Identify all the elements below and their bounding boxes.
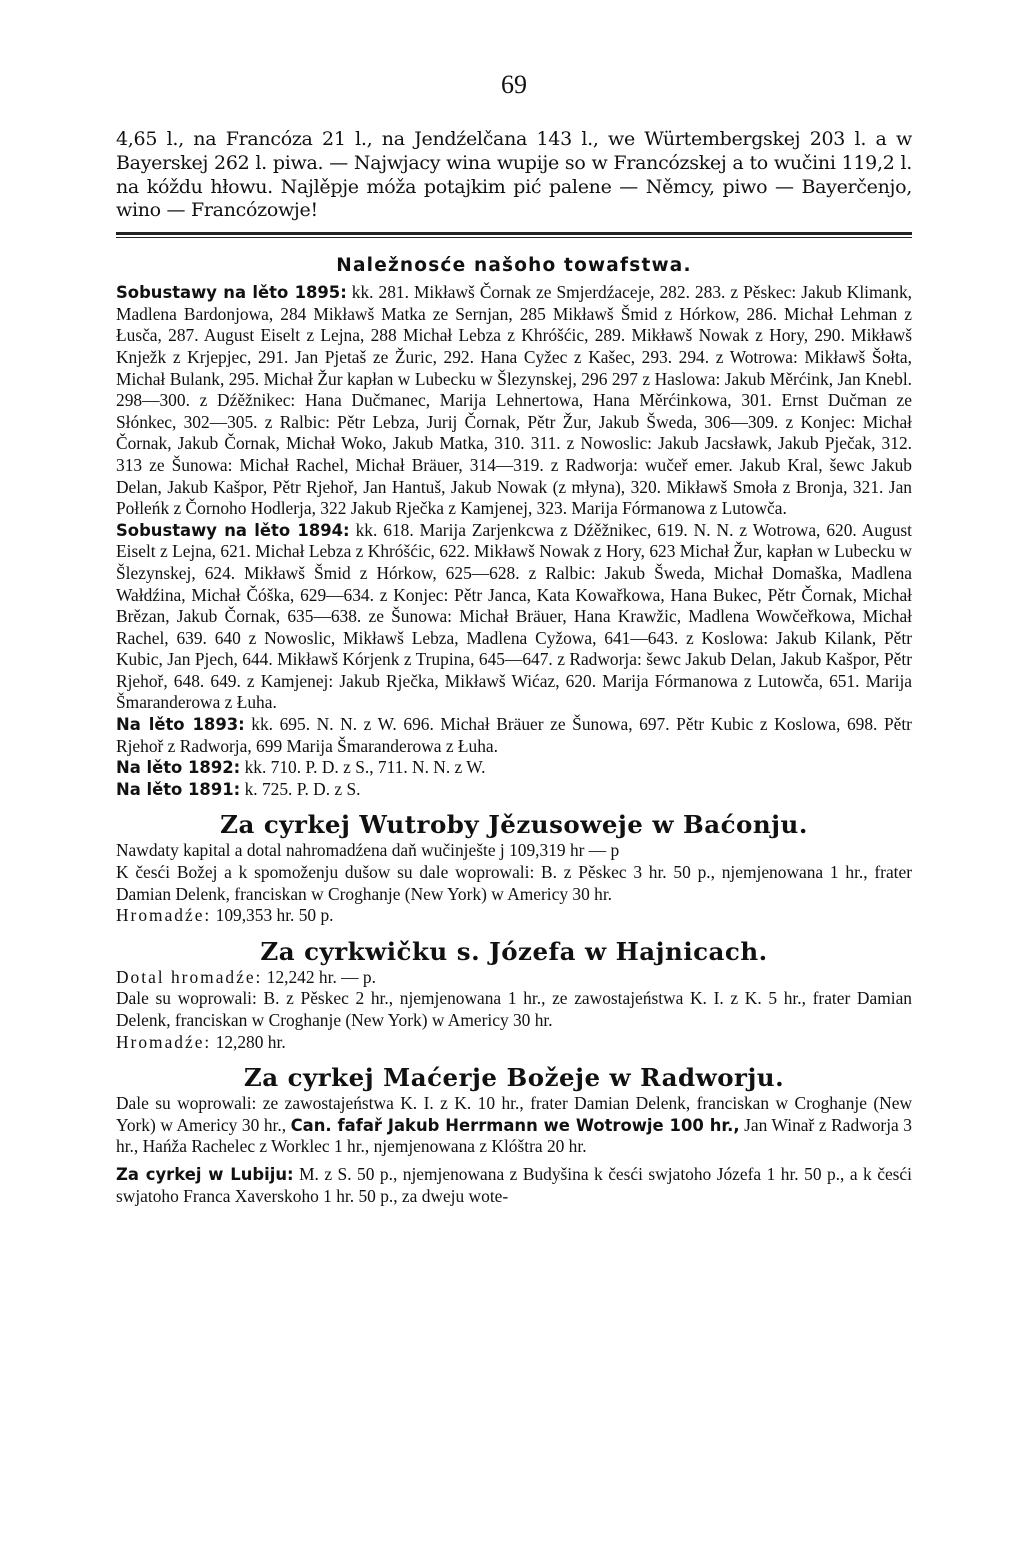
section-title-society: Naležnosće našoho towafstwa. bbox=[336, 255, 692, 277]
section-title-joseph-church: Za cyrkwičku s. Józefa w Hajnicach. bbox=[260, 936, 768, 966]
mother-church-paragraph bbox=[116, 1093, 912, 1158]
members-1894-label: Sobustawy na lěto 1894: bbox=[116, 520, 350, 540]
members-1894-paragraph bbox=[116, 520, 912, 714]
intro-paragraph: 4,65 l., na Francóza 21 l., na Jendźelčana 143 l., we Würtembergskej 203 l. a w Bayerskej 262 l. piwa. — Najwjacy wina wupije so w Francózskej a to wučini 119,2 l. na kóždu hłowu. Najlěpje móža potajkim pić palene — Němcy, piwo — Bayerčenjo, wino — Francózowje! bbox=[116, 128, 912, 222]
lubij-church-label: Za cyrkej w Lubiju: bbox=[116, 1164, 294, 1184]
lubij-church-paragraph bbox=[116, 1164, 912, 1207]
mother-church-bold: Can. fafař Jakub Herrmann we Wotrowje 100 hr., bbox=[290, 1115, 740, 1135]
lubij-church-text: M. z S. 50 p., njemjenowana z Budyšina k česći swjatoho Józefa 1 hr. 50 p., a k česći swjatoho Franca Xaverskoho 1 hr. 50 p., za dweju wote- bbox=[116, 1163, 912, 1206]
members-1892-paragraph bbox=[116, 757, 912, 779]
members-1892-label: Na lěto 1892: bbox=[116, 758, 241, 778]
members-1893-paragraph bbox=[116, 714, 912, 757]
joseph-church-total-value: 12,280 hr. bbox=[215, 1031, 286, 1052]
members-1891-label: Na lěto 1891: bbox=[116, 779, 241, 799]
heart-church-total bbox=[116, 905, 912, 927]
joseph-church-line-2: Dale su woprowali: B. z Pěskec 2 hr., njemjenowana 1 hr., ze zawostajeństwa K. I. z K. 5 hr., frater Damian Delenk, franciskan w Croghanje (New York) w Americy 30 hr. bbox=[116, 988, 912, 1030]
members-1893-text: kk. 695. N. N. z W. 696. Michał Bräuer ze Šunowa, 697. Pětr Kubic z Koslowa, 698. Pětr Rjehoř z Radworja, 699 Marija Šmaranderowa z Łuha. bbox=[116, 714, 912, 756]
section-divider bbox=[116, 232, 912, 238]
section-title-mother-church: Za cyrkej Maćerje Božeje w Radworju. bbox=[243, 1063, 785, 1093]
joseph-church-dotal-label: Dotal hromadźe: bbox=[116, 966, 263, 987]
joseph-church-total-label: Hromadźe: bbox=[116, 1031, 212, 1052]
members-1893-label: Na lěto 1893: bbox=[116, 715, 245, 735]
heart-church-line-1: Nawdaty kapital a dotal nahromadźena daň wučinješte j 109,319 hr — p bbox=[116, 840, 620, 861]
joseph-church-total bbox=[116, 1032, 912, 1054]
heart-church-total-value: 109,353 hr. 50 p. bbox=[215, 905, 334, 926]
members-1895-label: Sobustawy na lěto 1895: bbox=[116, 283, 347, 303]
members-1895-text: kk. 281. Mikławš Čornak ze Smjerdźaceje, 282. 283. z Pěskec: Jakub Klimank, Madlena Bardonjowa, 284 Mikławš Matka ze Sernjan, 285 Mikławš Šmid z Hórkow, 286. Michał Lehman z Łusča, 287. August Eiselt z Lejna, 288 Michał Lebza z Khróšćic, 289. Mikławš Nowak z Hory, 290. Mikławš Knježk z Krjepjec, 291. Jan Pjetaš ze Žuric, 292. Hana Cyžec z Kašec, 293. 294. z Wotrowa: Mikławš Šołta, Michał Bulank, 295. Michał Žur kapłan w Lubecku w Šlezynskej, 296 297 z Haslowa: Jakub Měrćink, Jan Knebl. 298—300. z Dźěžnikec: Hana Dučmanec, Marija Lehnertowa, Hana Měrćinkowa, 301. Ernst Dučman ze Słónkec, 302—305. z Ralbic: Pětr Lebza, Jurij Čornak, Pětr Žur, Jakub Šweda, 306—309. z Konjec: Michał Čornak, Jakub Čornak, Michał Woko, Jakub Matka, 310. 311. z Nowoslic: Jakub Jacsławk, Jakub Pječak, 312. 313 ze Šunowa: Michał Rachel, Michał Bräuer, 314—319. z Radworja: wučeř emer. Jakub Kral, šewc Jakub Delan, Jakub Kašpor, Pětr Rjehoř, Jan Hantuš, Jakub Nowak (z młyna), 320. Mikławš Smoła z Bronja, 321. Jan Połleńk z Čornoho Hodlerja, 322 Jakub Rječka z Kamjenej, 323. Marija Fórmanowa z Lutowča. bbox=[116, 282, 912, 519]
joseph-church-dotal bbox=[116, 967, 912, 989]
page-number: 69 bbox=[501, 70, 527, 99]
members-1895-paragraph bbox=[116, 282, 912, 520]
joseph-church-dotal-value: 12,242 hr. — p. bbox=[266, 966, 376, 987]
members-1892-text: kk. 710. P. D. z S., 711. N. N. z W. bbox=[244, 757, 486, 778]
mother-church-text-a: Dale su woprowali: ze zawostajeństwa K. I. z K. 10 hr., frater Damian Delenk, franciskan w Croghanje (New York) w Americy 30 hr., bbox=[116, 1093, 912, 1135]
members-1894-text: kk. 618. Marija Zarjenkcwa z Dźěžnikec, 619. N. N. z Wotrowa, 620. August Eiselt z Lejna, 621. Michał Lebza z Khróšćic, 622. Mikławš Nowak z Hory, 623 Michał Žur, kapłan w Lubecku w Šlezynskej, 624. Mikławš Šmid z Hórkow, 625—628. z Ralbic: Jakub Šweda, Michał Domaška, Madlena Wałdźina, Michał Čóška, 629—634. z Konjec: Pětr Janca, Kata Kowařkowa, Hana Bukec, Pětr Čornak, Michał Brězan, Jakub Čornak, 635—638. ze Šunowa: Michał Bräuer, Hana Krawžic, Madlena Wowčeřkowa, Michał Rachel, 639. 640 z Nowoslic, Mikławš Lebza, Madlena Cyžowa, 641—643. z Koslowa: Jakub Kilank, Pětr Kubic, Jan Pjech, 644. Mikławš Kórjenk z Trupina, 645—647. z Radworja: šewc Jakub Delan, Jakub Kašpor, Pětr Rjehoř, 648. 649. z Kamjenej: Jakub Rječka, Mikławš Wićaz, 620. Marija Fórmanowa z Lutowča, 651. Marija Šmaranderowa z Łuha. bbox=[116, 519, 912, 713]
heart-church-line-2: K česći Božej a k spomoženju dušow su dale woprowali: B. z Pěskec 3 hr. 50 p., njemjenowana 1 hr., frater Damian Delenk, franciskan w Croghanje (New York) w Americy 30 hr. bbox=[116, 862, 912, 904]
members-1891-paragraph bbox=[116, 779, 912, 801]
members-1891-text: k. 725. P. D. z S. bbox=[244, 778, 361, 799]
heart-church-total-label: Hromadźe: bbox=[116, 905, 212, 926]
mother-church-text-b: Jan Winař z Radworja 3 hr., Hańža Rachelec z Worklec 1 hr., njemjenowana z Klóštra 20 hr. bbox=[116, 1114, 912, 1157]
section-title-heart-church: Za cyrkej Wutroby Jězusoweje w Baćonju. bbox=[220, 810, 808, 840]
